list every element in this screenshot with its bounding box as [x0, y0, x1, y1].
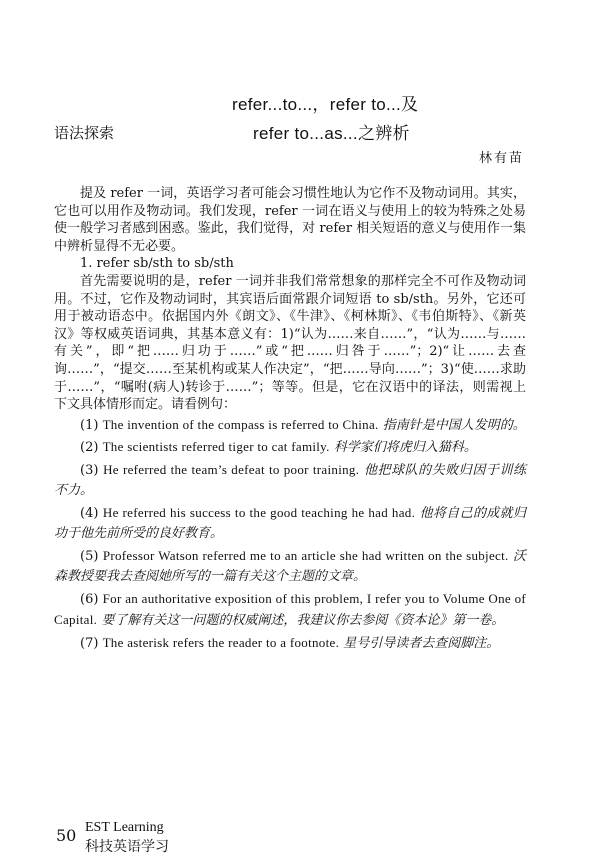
example-chinese: 星号引导读者去查阅脚注。 [343, 635, 500, 651]
example-number: (3) [80, 462, 99, 478]
example-number: (7) [80, 635, 99, 651]
example-chinese: 他把球队的失败归因于训练不力。 [54, 462, 526, 499]
explanation-paragraph: 首先需要说明的是，refer 一词并非我们常常想象的那样完全不可作及物动词用。不过，它作及物动词时，其宾语后面常跟介词短语 to sb/sth。另外，它还可用于被动语态中。依据国内外《朗文》、《牛津》、《柯林斯》、《韦伯斯特》、《新英汉》等权威英语词典，其基本意义有：1)“认为……来自……”，“认为……与……有关”，即“把……归功于……”或“把……归咎于……”；2)“让……去查询……”，“提交……至某机构或某人作决定”，“把……导向……”；3)“使……求助于……”，“嘱咐(病人)转诊于……”；等等。但是，它在汉语中的译法，则需视上下文具体情形而定。请看例句： [54, 273, 526, 413]
example-chinese: 他将自己的成就归功于他先前所受的良好教育。 [54, 505, 526, 542]
journal-name-en: EST Learning [85, 820, 164, 835]
example-chinese: 要了解有关这一问题的权威阐述，我建议你去参阅《资本论》第一卷。 [101, 613, 505, 629]
example-item [54, 415, 526, 437]
author-name: 林有苗 [478, 151, 524, 166]
example-english: The invention of the compass is referred to China. [102, 416, 379, 432]
example-english: For an authoritative exposition of this problem, I refer you to Volume One of Capital. [54, 590, 527, 628]
example-english: The scientists referred tiger to cat family. [102, 439, 330, 455]
example-number: (6) [80, 591, 99, 607]
example-number: (5) [80, 548, 99, 564]
example-chinese: 科学家们将虎归入猫科。 [333, 440, 477, 456]
journal-name-zh: 科技英语学习 [85, 839, 169, 855]
intro-paragraph: 提及 refer 一词，英语学习者可能会习惯性地认为它作不及物动词用。其实，它也可以用作及物动词。我们发现，refer 一词在语义与使用上的较为特殊之处易使一般学习者感到困惑。鉴此，我们觉得，对 refer 相关短语的意义与使用作一集中辨析显得不无必要。 [54, 186, 526, 254]
article-body [54, 185, 526, 654]
page-number: 50 [56, 826, 77, 845]
example-item [54, 633, 526, 655]
example-number: (2) [80, 440, 99, 456]
example-chinese: 沃森教授要我去查阅她所写的一篇有关这个主题的文章。 [54, 548, 526, 585]
example-item [54, 546, 526, 588]
subheading: 1. refer sb/sth to sb/sth [80, 256, 234, 272]
example-item [54, 589, 526, 632]
example-number: (1) [80, 417, 99, 433]
examples-list [54, 415, 526, 655]
section-label: 语法探索 [54, 124, 115, 142]
example-english: The asterisk refers the reader to a footnote. [102, 634, 340, 650]
title-line-1: refer...to...，refer to...及 [232, 95, 419, 114]
example-item [54, 460, 526, 502]
example-item [54, 503, 526, 545]
example-english: He referred the team’s defeat to poor training. [103, 461, 360, 477]
example-english: Professor Watson referred me to an article she had written on the subject. [102, 547, 509, 563]
title-line-2: refer to...as...之辨析 [253, 124, 410, 143]
example-item [54, 437, 526, 459]
example-number: (4) [80, 505, 99, 521]
example-english: He referred his success to the good teaching he had had. [102, 504, 416, 520]
example-chinese: 指南针是中国人发明的。 [382, 417, 526, 433]
